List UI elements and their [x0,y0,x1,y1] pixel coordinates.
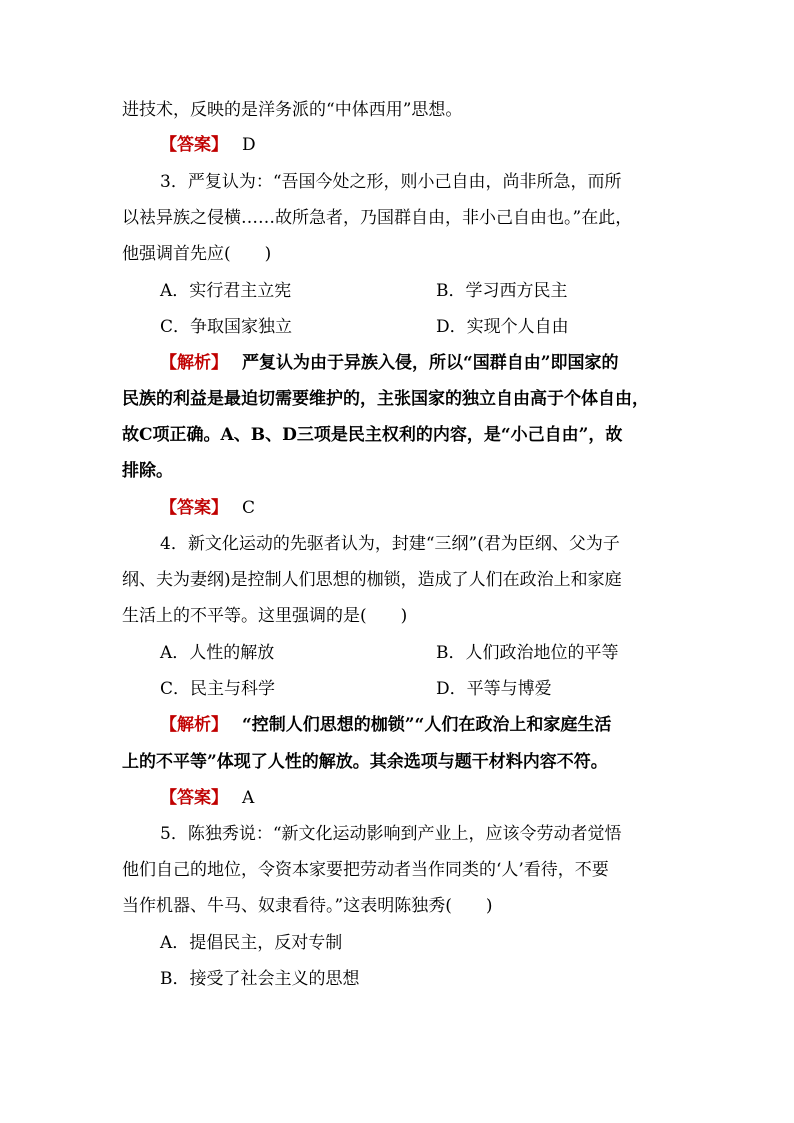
answer-label: 【答案】 [160,788,228,808]
analysis-label: 【解析】 [160,353,228,373]
option-b: B．人们政治地位的平等 [436,643,619,663]
option-b: B．学习西方民主 [436,281,568,301]
q4-options-row2 [160,677,720,701]
q4-stem-line3: 生活上的不平等。这里强调的是( ) [122,606,408,626]
q2-answer [160,133,720,157]
q4-analysis-line1 [160,713,720,737]
option-a: A．人性的解放 [160,643,275,663]
q3-stem-line3: 他强调首先应( ) [122,244,272,264]
q4-options-row1 [160,641,720,665]
q5-stem-line2: 他们自己的地位，令资本家要把劳动者当作同类的‘人’看待，不要 [122,860,609,880]
q4-answer [160,786,720,810]
option-d: D．实现个人自由 [436,317,569,337]
q5-stem-line1: 5．陈独秀说：“新文化运动影响到产业上，应该令劳动者觉悟 [160,824,622,844]
q4-stem-line2: 纲、夫为妻纲)是控制人们思想的枷锁，造成了人们在政治上和家庭 [122,570,622,590]
q3-analysis-line2: 民族的利益是最迫切需要维护的，主张国家的独立自由高于个体自由， [122,389,649,409]
q3-stem-line1: 3．严复认为：“吾国今处之形，则小己自由，尚非所急，而所 [160,172,622,192]
option-c: C．争取国家独立 [160,317,293,337]
q4-stem-line1: 4．新文化运动的先驱者认为，封建“三纲”(君为臣纲、父为子 [160,534,620,554]
answer-value: C [242,498,256,518]
option-c: C．民主与科学 [160,679,276,699]
q3-analysis-line3: 故C项正确。A、B、D三项是民主权利的内容，是“小己自由”，故 [122,425,623,445]
answer-value: A [242,788,255,808]
answer-label: 【答案】 [160,135,228,155]
q3-stem-line2: 以袪异族之侵横……故所急者，乃国群自由，非小己自由也。”在此， [122,208,633,228]
q3-analysis-line4: 排除。 [122,461,173,481]
analysis-label: 【解析】 [160,715,228,735]
q3-options-row2 [160,315,720,339]
q5-option-b: B．接受了社会主义的思想 [160,969,360,989]
analysis-text: 严复认为由于异族入侵，所以“国群自由”即国家的 [242,353,619,373]
answer-value: D [242,135,256,155]
q5-stem-line3: 当作机器、牛马、奴隶看待。”这表明陈独秀( ) [122,896,493,916]
option-a: A．实行君主立宪 [160,281,292,301]
q3-options-row1 [160,279,720,303]
analysis-text: “控制人们思想的枷锁”“人们在政治上和家庭生活 [242,715,612,735]
q2-tail-line: 进技术，反映的是洋务派的“中体西用”思想。 [122,100,463,120]
option-d: D．平等与博爱 [436,679,552,699]
q4-analysis-line2: 上的不平等”体现了人性的解放。其余选项与题干材料内容不符。 [122,752,608,772]
answer-label: 【答案】 [160,498,228,518]
q5-option-a: A．提倡民主，反对专制 [160,933,343,953]
q3-analysis-line1 [160,351,720,375]
q3-answer [160,496,720,520]
